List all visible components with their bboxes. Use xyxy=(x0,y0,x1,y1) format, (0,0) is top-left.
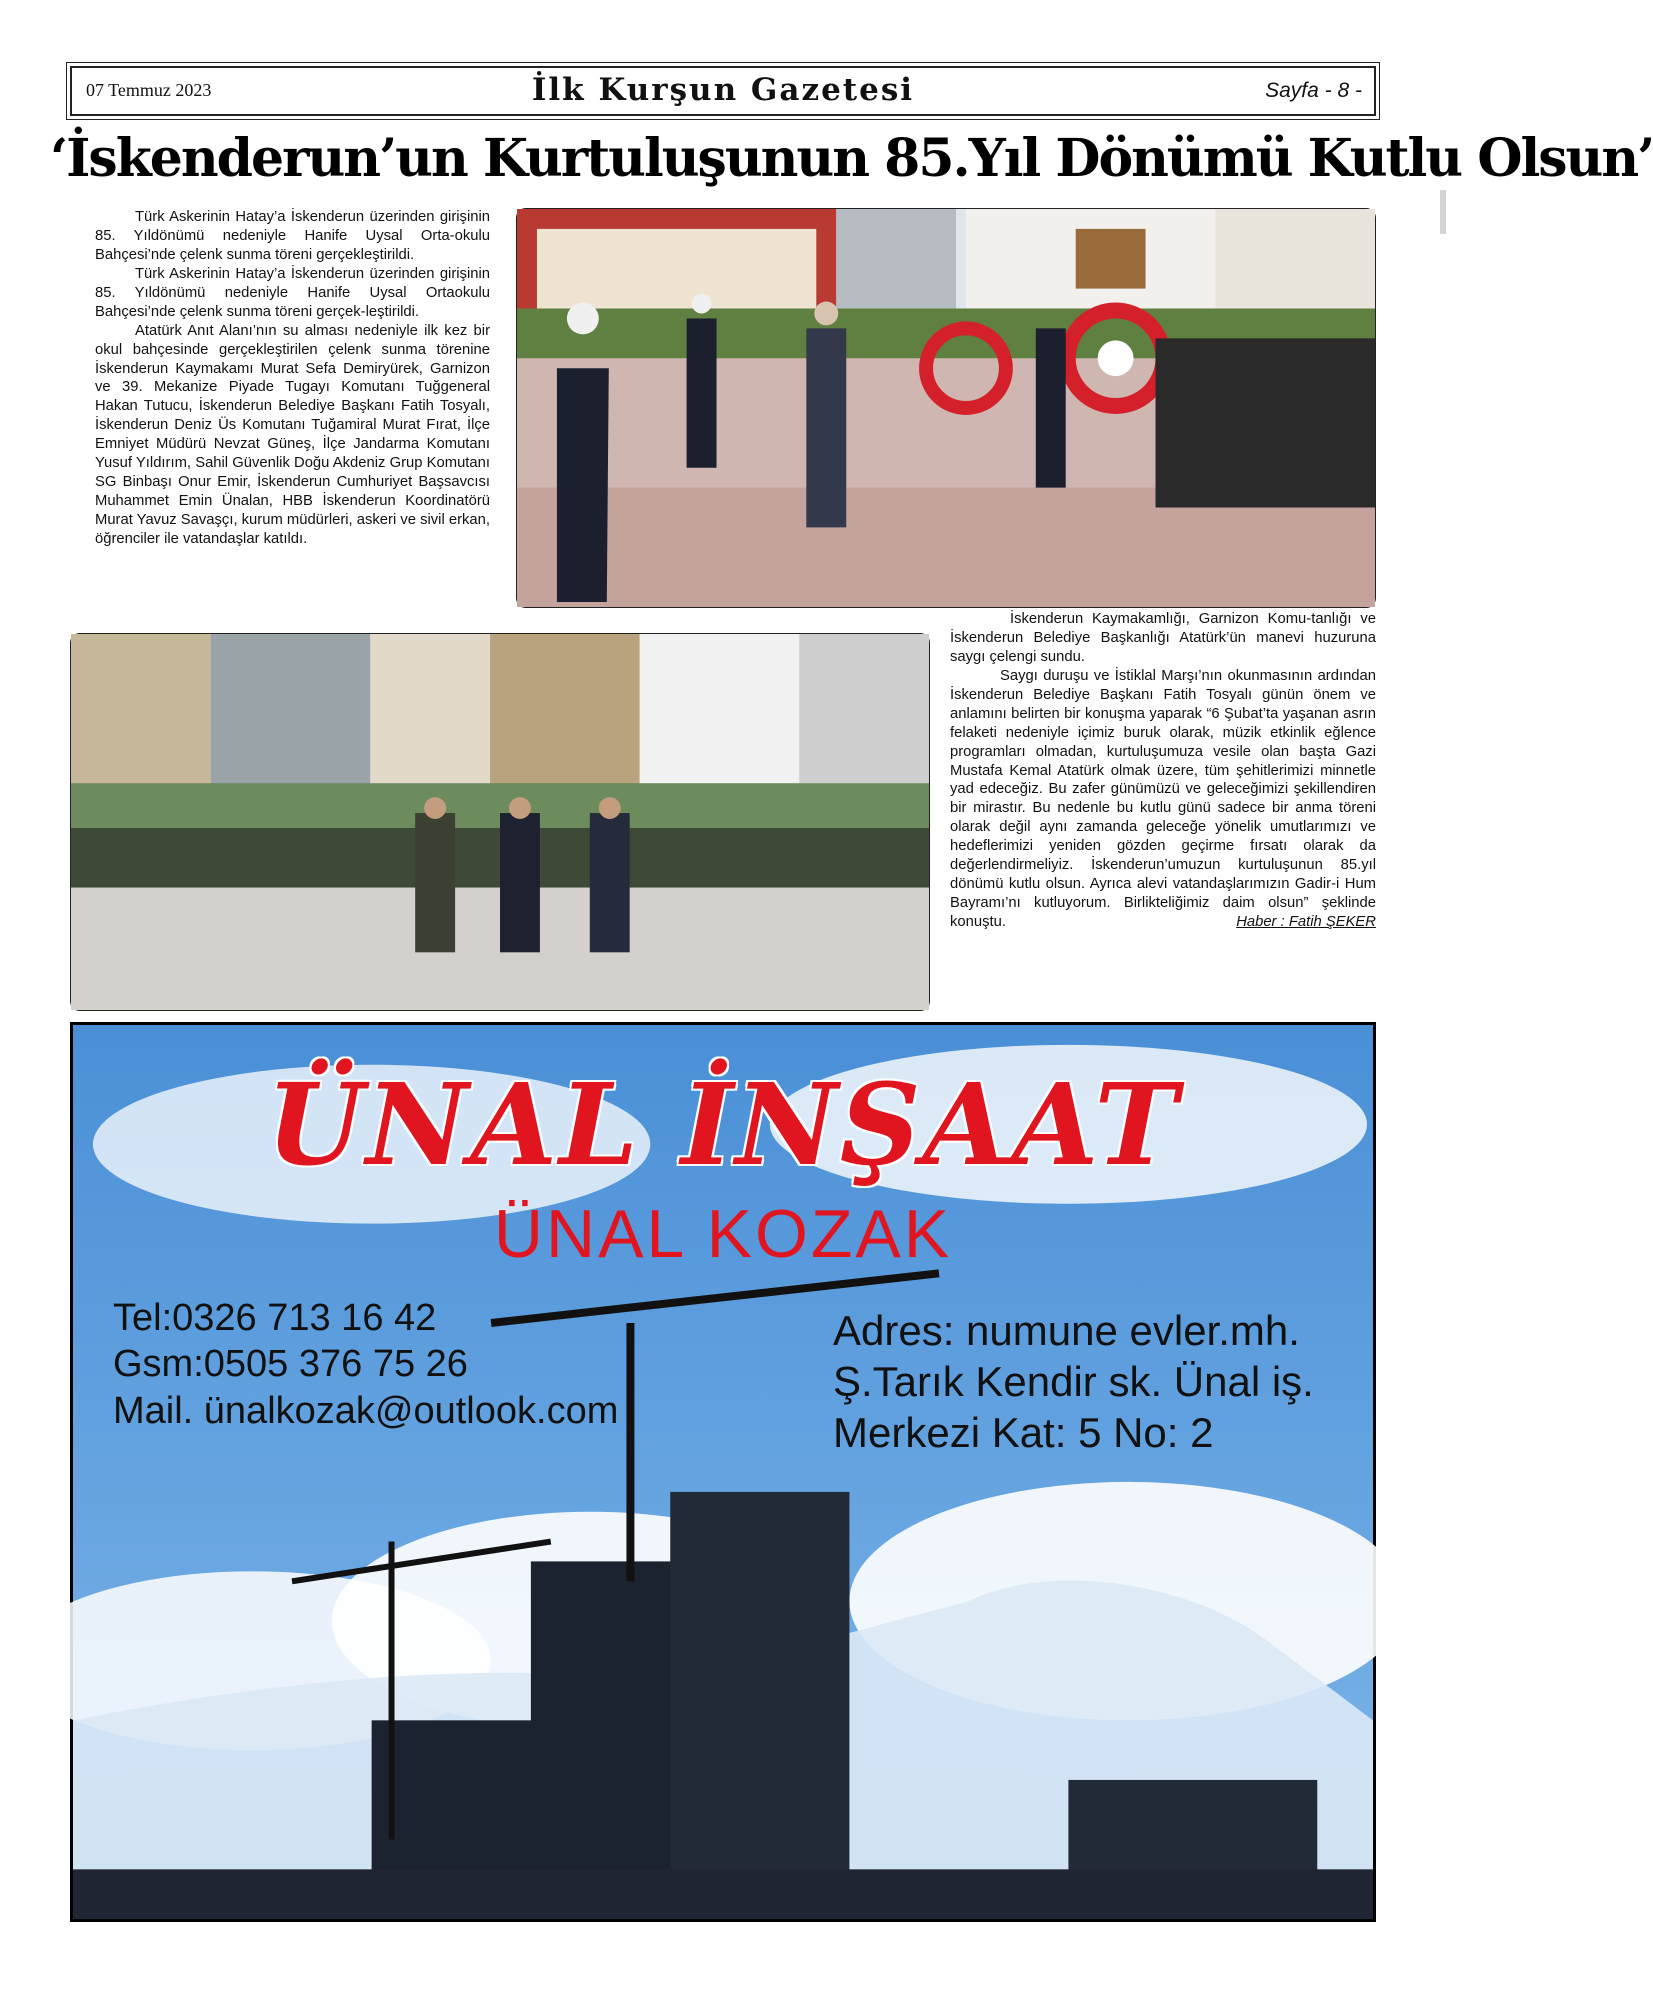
issue-date: 07 Temmuz 2023 xyxy=(86,80,212,100)
page-number: Sayfa - 8 - xyxy=(1265,79,1362,102)
article-paragraph: Atatürk Anıt Alanı’nın su alması nedeniyle ilk kez bir okul bahçesinde gerçekleştirilen çelenk sunma törenine İskenderun Kaymakamı Murat Sefa Demiryürek, Garnizon ve 39. Mekanize Piyade Tugayı Komutanı Tuğgeneral Hakan Tutucu, İskenderun Belediye Başkanı Fatih Tosyalı, İskenderun Deniz Üs Komutanı Tuğamiral Murat Fırat, İlçe Emniyet Müdürü Nevzat Güneş, İlçe Jandarma Komutanı Yusuf Yıldırım, Sahil Güvenlik Doğu Akdeniz Grup Komutanı SG Binbaşı Onur Emir, İskenderun Cumhuriyet Başsavcısı Muhammet Emin Ünalan, HBB İskenderun Koordinatörü Murat Yavuz Savaşçı, kurum müdürleri, askeri ve sivil erkan, öğrenciler ile vatandaşlar katıldı. xyxy=(95,322,490,547)
article-right-column xyxy=(950,610,1376,1015)
article-headline: ‘İskenderun’un Kurtuluşunun 85.Yıl Dönümü Kutlu Olsun’ xyxy=(50,128,1653,189)
article-byline: Haber : Fatih ŞEKER xyxy=(1236,913,1376,930)
ad-phone: Tel:0326 713 16 42 xyxy=(113,1297,437,1339)
ad-address xyxy=(833,1305,1314,1459)
ceremony-photo-wreath xyxy=(516,208,1376,608)
ad-mobile: Gsm:0505 376 75 26 xyxy=(113,1343,468,1386)
ceremony-photo-group xyxy=(70,633,930,1011)
ad-owner-name: ÜNAL KOZAK xyxy=(493,1196,953,1272)
ad-contact-info xyxy=(113,1295,618,1434)
article-left-column xyxy=(95,208,490,608)
article-paragraph: İskenderun Kaymakamlığı, Garnizon Komu-tanlığı ve İskenderun Belediye Başkanlığı Atatürk’ün manevi huzuruna saygı çelengi sundu. xyxy=(950,611,1376,665)
wreath-ceremony-image xyxy=(517,209,1375,607)
ad-company-name: ÜNAL İNŞAAT xyxy=(266,1060,1180,1191)
ad-address-line: Ş.Tarık Kendir sk. Ünal iş. xyxy=(833,1358,1314,1406)
ad-address-line: Adres: numune evler.mh. xyxy=(833,1307,1300,1354)
advertisement-unal-insaat xyxy=(70,1022,1376,1922)
newspaper-title: İlk Kurşun Gazetesi xyxy=(531,72,915,108)
group-ceremony-image xyxy=(71,634,929,1010)
edge-marker xyxy=(1440,190,1446,234)
article-paragraph: Türk Askerinin Hatay’a İskenderun üzerinden girişinin 85. Yıldönümü nedeniyle Hanife Uysal Orta-okulu Bahçesi’nde çelenk sunma töreni gerçekleştirildi. xyxy=(95,209,490,263)
article-paragraph: Türk Askerinin Hatay’a İskenderun üzerinden girişinin 85. Yıldönümü nedeniyle Hanife Uysal Ortaokulu Bahçesi’nde çelenk sunma töreni gerçek-leştirildi. xyxy=(95,265,490,320)
article-paragraph: Saygı duruşu ve İstiklal Marşı’nın okunmasının ardından İskenderun Belediye Başkanı Fatih Tosyalı günün önem ve anlamını belirten bir konuşma yaparak “6 Şubat’ta yaşanan asrın felaketi nedeniyle içimiz buruk olarak, müzik etkinlik eğlence programları olmadan, kurtuluşumuza vesile olan başta Gazi Mustafa Kemal Atatürk olmak üzere, tüm şehitlerimizi minnetle yad edeceğiz. Bu zafer günümüzü ve geleceğimizi şekillendiren bir mirastır. Bu nedenle bu kutlu günü sadece bir anma töreni olarak değil aynı zamanda geleceğe yönelik umutlarımızı ve hedeflerimizi yeniden gözden geçirme fırsatı olarak da değerlendirmeliyiz. İskenderun’umuzun kurtuluşunun 85.yıl dönümü kutlu olsun. Ayrıca alevi vatandaşlarımızın Gadir-i Hum Bayramı’nı kutluyorum. Birlikteliğimiz daim olsun” şeklinde konuştu. xyxy=(950,667,1376,930)
masthead xyxy=(70,66,1376,116)
ad-address-line: Merkezi Kat: 5 No: 2 xyxy=(833,1409,1214,1457)
article-upper xyxy=(95,208,1376,628)
ad-email: Mail. ünalkozak@outlook.com xyxy=(113,1389,619,1432)
